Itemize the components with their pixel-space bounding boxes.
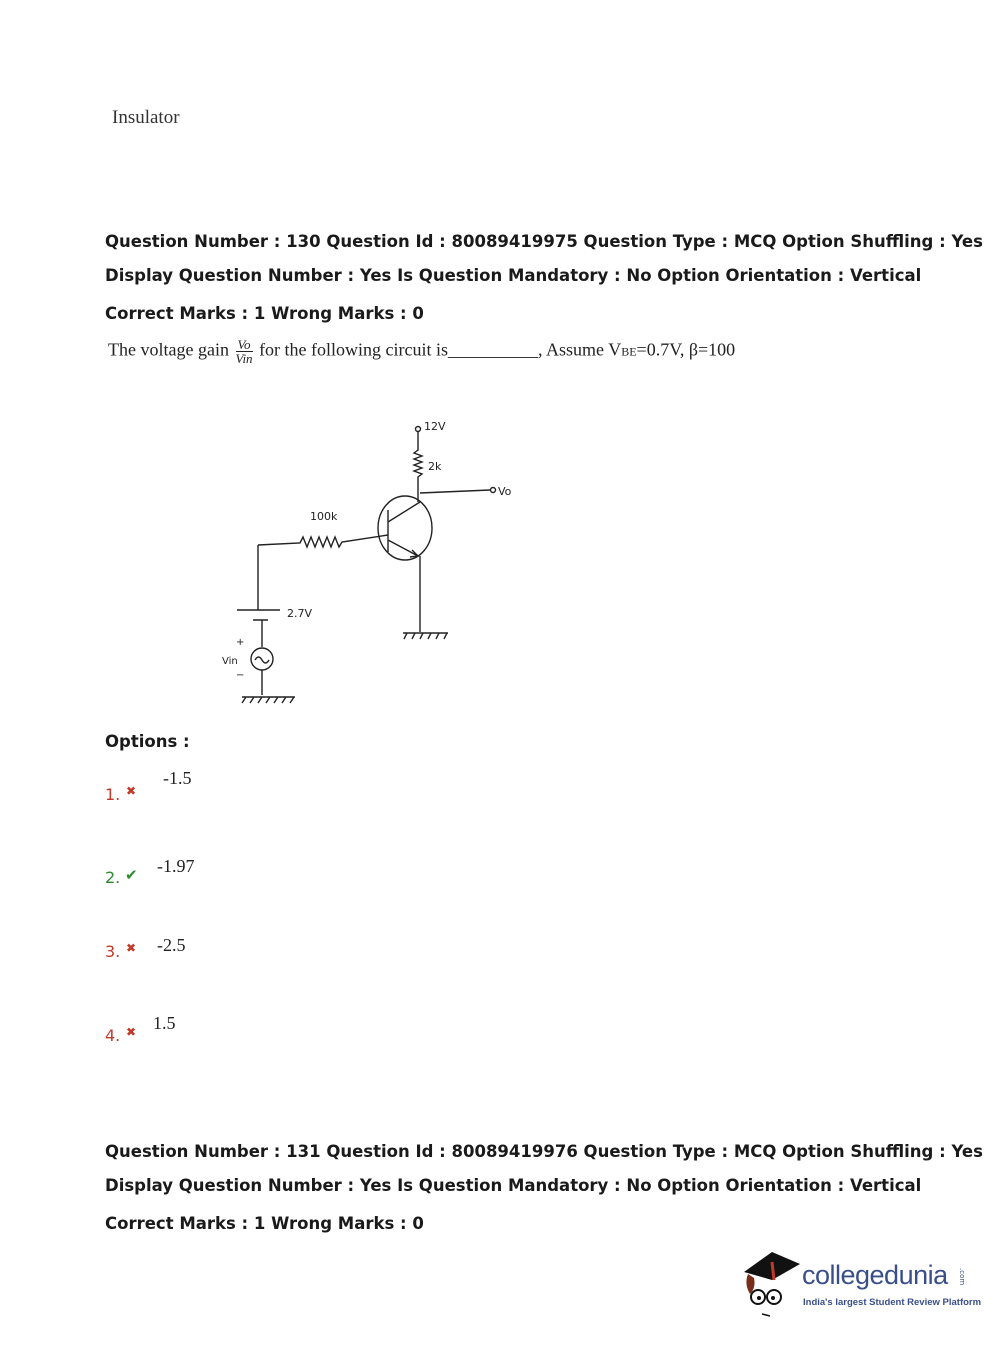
question-text-part: The voltage gain bbox=[108, 339, 229, 360]
minus-label: − bbox=[236, 670, 245, 681]
vbb-label: 2.7V bbox=[287, 607, 313, 620]
rc-label: 2k bbox=[428, 460, 442, 473]
output-terminal bbox=[491, 488, 496, 493]
sine-symbol bbox=[255, 657, 269, 663]
check-icon: ✔ bbox=[125, 866, 138, 884]
output-wire bbox=[420, 490, 490, 493]
option-number: 2. bbox=[105, 868, 121, 887]
collegedunia-logo: collegedunia bbox=[802, 1260, 948, 1290]
ground-symbol bbox=[403, 556, 448, 639]
option-value: -1.5 bbox=[163, 768, 192, 788]
rb-label: 100k bbox=[310, 510, 338, 523]
question-meta-line2: Display Question Number : Yes Is Question Mandatory : No Option Orientation : Vertical bbox=[105, 1176, 922, 1195]
question-text-part: for the following circuit is__________, Assume V bbox=[259, 339, 622, 360]
cross-icon: ✖ bbox=[126, 1025, 137, 1039]
subscript: BE bbox=[621, 344, 637, 359]
option-value: 1.5 bbox=[153, 1013, 176, 1033]
npn-transistor bbox=[388, 502, 420, 557]
ground-symbol bbox=[242, 670, 295, 703]
fraction-denominator: Vin bbox=[235, 351, 253, 366]
option-number: 3. bbox=[105, 942, 121, 961]
question-marks: Correct Marks : 1 Wrong Marks : 0 bbox=[105, 1214, 424, 1233]
question-meta-line1: Question Number : 130 Question Id : 80089419975 Question Type : MCQ Option Shuffling : Yes bbox=[105, 232, 983, 251]
fraction-numerator: Vo bbox=[237, 337, 251, 352]
option-value: -2.5 bbox=[157, 935, 186, 955]
cross-icon: ✖ bbox=[126, 784, 137, 798]
gain-fraction bbox=[235, 338, 252, 365]
collegedunia-mascot-icon bbox=[742, 1250, 802, 1320]
logo-tagline: India's largest Student Review Platform bbox=[803, 1297, 982, 1308]
vcc-terminal bbox=[416, 427, 421, 432]
option-number: 4. bbox=[105, 1026, 121, 1045]
logo-com: .com bbox=[958, 1268, 966, 1286]
base-resistor bbox=[258, 535, 388, 547]
option-number: 1. bbox=[105, 785, 121, 804]
question-meta-line1: Question Number : 131 Question Id : 80089419976 Question Type : MCQ Option Shuffling : Yes bbox=[105, 1142, 983, 1161]
transistor-circle bbox=[378, 496, 432, 560]
circuit-diagram bbox=[200, 410, 540, 720]
vin-label: Vin bbox=[222, 656, 238, 667]
question-marks: Correct Marks : 1 Wrong Marks : 0 bbox=[105, 304, 424, 323]
vo-label: Vo bbox=[498, 485, 512, 498]
cross-icon: ✖ bbox=[126, 941, 137, 955]
collector-resistor bbox=[414, 432, 422, 502]
previous-option-text: Insulator bbox=[112, 107, 180, 128]
option-value: -1.97 bbox=[157, 856, 195, 876]
question-text-part: =0.7V, β=100 bbox=[636, 339, 736, 360]
options-label: Options : bbox=[105, 732, 190, 751]
plus-label: + bbox=[236, 637, 245, 648]
question-text bbox=[108, 338, 735, 365]
bias-battery bbox=[237, 545, 280, 647]
vcc-label: 12V bbox=[424, 420, 446, 433]
question-meta-line2: Display Question Number : Yes Is Question Mandatory : No Option Orientation : Vertical bbox=[105, 266, 922, 285]
